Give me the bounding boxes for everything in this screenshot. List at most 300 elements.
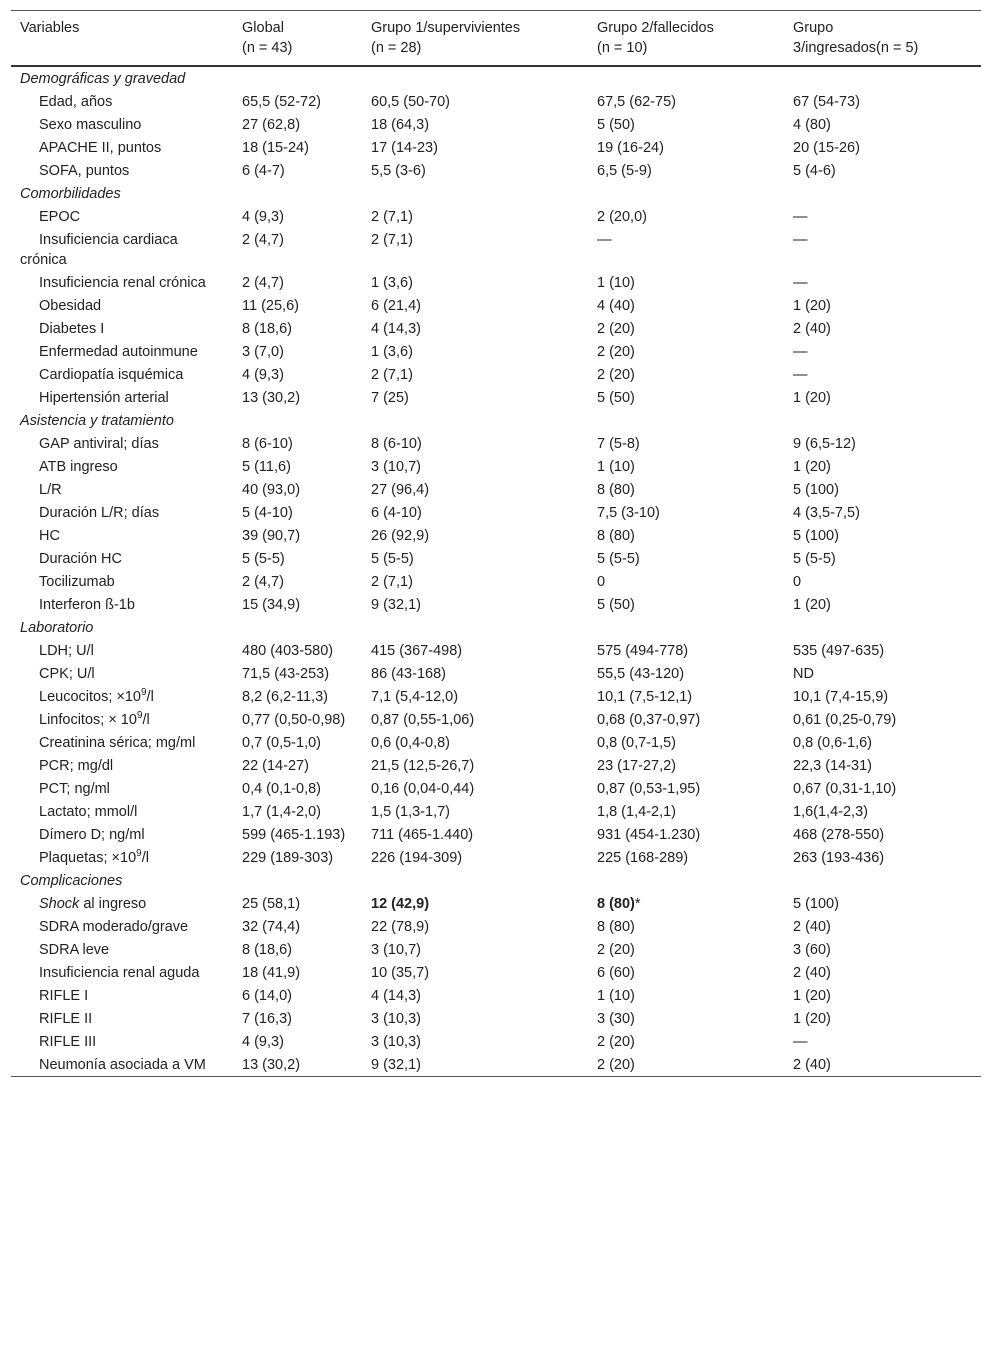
table-cell [784, 1053, 981, 1077]
row-label-text: Tocilizumab [39, 573, 115, 590]
cell-value: — [597, 231, 612, 248]
cell-value: 225 (168-289) [597, 849, 689, 866]
cell-value: 22,3 (14-31) [793, 757, 872, 774]
table-cell [233, 136, 362, 159]
cell-value: 26 (92,9) [371, 527, 430, 544]
table-cell [233, 455, 362, 478]
table-row [11, 1030, 981, 1053]
table-cell [233, 892, 362, 915]
table-cell [362, 731, 588, 754]
cell-value: 5 (4-10) [242, 504, 293, 521]
row-label [11, 294, 233, 317]
cell-value: 4 (9,3) [242, 1033, 284, 1050]
table-cell [362, 159, 588, 182]
table-cell [362, 915, 588, 938]
row-label-text: Insuficiencia renal aguda [39, 964, 200, 981]
cell-value: 8 (18,6) [242, 941, 292, 958]
table-cell [362, 639, 588, 662]
cell-value: 2 (7,1) [371, 366, 413, 383]
row-label-unit: /l [146, 688, 154, 705]
row-label [11, 731, 233, 754]
cell-value: 13 (30,2) [242, 1056, 301, 1073]
table-cell [588, 363, 784, 386]
table-cell [588, 271, 784, 294]
table-cell [362, 455, 588, 478]
cell-value: 0,68 (0,37-0,97) [597, 711, 701, 728]
row-label [11, 662, 233, 685]
table-cell [362, 386, 588, 409]
table-cell [784, 754, 981, 777]
cell-value: 18 (64,3) [371, 116, 430, 133]
table-cell [588, 386, 784, 409]
section-title: Laboratorio [20, 619, 94, 636]
table-cell [784, 570, 981, 593]
table-cell [784, 1007, 981, 1030]
cell-value: 27 (96,4) [371, 481, 430, 498]
table-row [11, 777, 981, 800]
table-cell [362, 708, 588, 731]
table-cell [233, 639, 362, 662]
row-label-text: Obesidad [39, 297, 102, 314]
table-cell [784, 823, 981, 846]
row-label [11, 961, 233, 984]
table-cell [784, 915, 981, 938]
row-label [11, 205, 233, 228]
row-label-unit: /l [141, 849, 149, 866]
row-label-text: HC [39, 527, 60, 544]
table-cell [233, 915, 362, 938]
table-row [11, 501, 981, 524]
cell-value: 6,5 (5-9) [597, 162, 652, 179]
row-label [11, 159, 233, 182]
table-cell [588, 340, 784, 363]
table-cell [362, 271, 588, 294]
table-cell [784, 938, 981, 961]
row-label-text: Sexo masculino [39, 116, 142, 133]
table-cell [233, 501, 362, 524]
table-row [11, 708, 981, 731]
table-cell [233, 363, 362, 386]
cell-value: 415 (367-498) [371, 642, 463, 659]
row-label-text: GAP antiviral; días [39, 435, 159, 452]
table-cell [362, 228, 588, 271]
table-cell [233, 708, 362, 731]
cell-value: 2 (40) [793, 964, 831, 981]
table-cell [233, 685, 362, 708]
table-cell [233, 271, 362, 294]
section-row [11, 869, 981, 892]
table-row [11, 984, 981, 1007]
cell-value: 6 (4-7) [242, 162, 285, 179]
table-cell [784, 800, 981, 823]
data-table [11, 10, 981, 1077]
cell-value: 2 (20) [597, 1056, 635, 1073]
table-cell [588, 524, 784, 547]
table-row [11, 685, 981, 708]
table-cell [362, 570, 588, 593]
cell-value: 1,7 (1,4-2,0) [242, 803, 321, 820]
table-cell [588, 570, 784, 593]
cell-value: 2 (7,1) [371, 231, 413, 248]
table-cell [588, 961, 784, 984]
section-title: Asistencia y tratamiento [20, 412, 174, 429]
row-label-text: Duración L/R; días [39, 504, 160, 521]
table-row [11, 478, 981, 501]
cell-value: 2 (20) [597, 343, 635, 360]
cell-value: 5 (11,6) [242, 458, 291, 475]
table-row [11, 731, 981, 754]
cell-value: 0,16 (0,04-0,44) [371, 780, 475, 797]
cell-value: 1 (10) [597, 458, 635, 475]
table-row [11, 892, 981, 915]
row-label [11, 938, 233, 961]
cell-value: 5 (100) [793, 895, 839, 912]
cell-value: 5 (100) [793, 527, 839, 544]
table-cell [784, 271, 981, 294]
cell-value: 0,87 (0,53-1,95) [597, 780, 701, 797]
table-cell [588, 547, 784, 570]
table-cell [362, 205, 588, 228]
cell-value: 8 (80) [597, 918, 635, 935]
cell-value: 3 (7,0) [242, 343, 284, 360]
cell-value: 67 (54-73) [793, 93, 860, 110]
cell-value: 3 (10,3) [371, 1010, 421, 1027]
cell-value: 2 (20,0) [597, 208, 647, 225]
cell-value: 229 (189-303) [242, 849, 334, 866]
table-row [11, 961, 981, 984]
table-cell [588, 892, 784, 915]
row-label-text: Insuficiencia renal crónica [39, 274, 206, 291]
row-label [11, 639, 233, 662]
table-row [11, 228, 981, 271]
row-label-text: CPK; U/l [39, 665, 95, 682]
row-label-exponent: 9 [136, 709, 143, 721]
cell-value: 0 [793, 573, 802, 590]
table-cell [784, 639, 981, 662]
table-cell [362, 1007, 588, 1030]
cell-value: 60,5 (50-70) [371, 93, 450, 110]
table-cell [588, 915, 784, 938]
row-label-text: SOFA, puntos [39, 162, 130, 179]
row-label-text: PCR; mg/dl [39, 757, 114, 774]
row-label-text: RIFLE III [39, 1033, 97, 1050]
table-cell [362, 800, 588, 823]
row-label [11, 340, 233, 363]
cell-value: 263 (193-436) [793, 849, 885, 866]
row-label-text: SDRA leve [39, 941, 110, 958]
table-cell [588, 294, 784, 317]
row-label-text: Neumonía asociada a VM [39, 1056, 206, 1073]
row-label-exponent: 9 [140, 686, 147, 698]
row-label [11, 1053, 233, 1077]
significance-mark: * [634, 895, 641, 912]
table-cell [784, 593, 981, 616]
cell-value: 1 (20) [793, 458, 831, 475]
row-label-text: LDH; U/l [39, 642, 94, 659]
row-label-text: Edad, años [39, 93, 113, 110]
table-cell [233, 1030, 362, 1053]
cell-value: 40 (93,0) [242, 481, 301, 498]
cell-value: 7 (5-8) [597, 435, 640, 452]
cell-value: 23 (17-27,2) [597, 757, 676, 774]
table-cell [233, 846, 362, 869]
table-cell [362, 90, 588, 113]
cell-value: 4 (9,3) [242, 366, 284, 383]
cell-value: 21,5 (12,5-26,7) [371, 757, 475, 774]
table-cell [784, 90, 981, 113]
row-label-text: PCT; ng/ml [39, 780, 110, 797]
table-cell [784, 731, 981, 754]
table-cell [233, 113, 362, 136]
cell-value: 2 (20) [597, 941, 635, 958]
table-cell [233, 777, 362, 800]
row-label [11, 593, 233, 616]
cell-value: 71,5 (43-253) [242, 665, 330, 682]
table-cell [362, 685, 588, 708]
cell-value: 20 (15-26) [793, 139, 860, 156]
table-cell [233, 478, 362, 501]
table-cell [784, 317, 981, 340]
table-cell [784, 777, 981, 800]
header-grupo-2: Grupo 2/fallecidos (n = 10) [597, 20, 714, 56]
table-cell [784, 685, 981, 708]
cell-value: — [793, 208, 808, 225]
cell-value: 5 (5-5) [597, 550, 640, 567]
cell-value: 4 (14,3) [371, 320, 421, 337]
table-cell [784, 1030, 981, 1053]
table-cell [588, 639, 784, 662]
cell-value: 1,8 (1,4-2,1) [597, 803, 676, 820]
cell-value: 1 (20) [793, 596, 831, 613]
cell-value: 39 (90,7) [242, 527, 301, 544]
row-label [11, 113, 233, 136]
cell-value: 0 [597, 573, 606, 590]
table-cell [233, 731, 362, 754]
table-row [11, 800, 981, 823]
table-row [11, 340, 981, 363]
cell-value: 5 (50) [597, 389, 635, 406]
cell-value: 1 (10) [597, 987, 635, 1004]
cell-value: 32 (74,4) [242, 918, 301, 935]
table-cell [362, 432, 588, 455]
table-cell [362, 294, 588, 317]
row-label [11, 547, 233, 570]
table-cell [233, 386, 362, 409]
cell-value: 7 (25) [371, 389, 409, 406]
table-row [11, 524, 981, 547]
table-cell [784, 892, 981, 915]
section-title: Comorbilidades [20, 185, 121, 202]
table-row [11, 271, 981, 294]
table-cell [233, 984, 362, 1007]
cell-value: 4 (3,5-7,5) [793, 504, 860, 521]
table-row [11, 593, 981, 616]
row-label [11, 777, 233, 800]
cell-value: 6 (14,0) [242, 987, 292, 1004]
row-label [11, 228, 233, 271]
table-cell [233, 800, 362, 823]
table-cell [233, 228, 362, 271]
row-label-exponent: 9 [136, 847, 142, 859]
table-cell [588, 1007, 784, 1030]
header-global: Global (n = 43) [242, 20, 293, 56]
row-label-text: Linfocitos; × 10 [39, 711, 137, 728]
cell-value: 711 (465-1.440) [371, 826, 474, 843]
table-cell [588, 731, 784, 754]
cell-value: 6 (60) [597, 964, 635, 981]
row-label [11, 432, 233, 455]
table-cell [362, 846, 588, 869]
cell-value: 226 (194-309) [371, 849, 463, 866]
cell-value: 10,1 (7,4-15,9) [793, 688, 889, 705]
cell-value: 22 (78,9) [371, 918, 430, 935]
row-label-text: Diabetes I [39, 320, 105, 337]
row-label [11, 1030, 233, 1053]
row-label-text: L/R [39, 481, 62, 498]
row-label-text: Hipertensión arterial [39, 389, 169, 406]
cell-value: 5 (5-5) [371, 550, 414, 567]
row-label [11, 823, 233, 846]
table-cell [784, 524, 981, 547]
row-label [11, 524, 233, 547]
cell-value: 1 (3,6) [371, 274, 413, 291]
table-cell [233, 938, 362, 961]
table-row [11, 938, 981, 961]
row-label [11, 570, 233, 593]
table-cell [784, 662, 981, 685]
cell-value: 3 (60) [793, 941, 831, 958]
row-label [11, 685, 233, 708]
table-cell [784, 386, 981, 409]
table-cell [233, 1053, 362, 1077]
table-row [11, 639, 981, 662]
row-label-text: APACHE II, puntos [39, 139, 162, 156]
cell-value: 3 (30) [597, 1010, 635, 1027]
row-label-text: Plaquetas; ×10 [39, 849, 137, 866]
row-label [11, 754, 233, 777]
cell-value: 1,6(1,4-2,3) [793, 803, 868, 820]
row-label [11, 136, 233, 159]
row-label [11, 317, 233, 340]
cell-value: 22 (14-27) [242, 757, 309, 774]
cell-value: 5,5 (3-6) [371, 162, 426, 179]
table-cell [362, 478, 588, 501]
row-label-text: SDRA moderado/grave [39, 918, 189, 935]
cell-value: 8 (6-10) [371, 435, 422, 452]
table-cell [362, 823, 588, 846]
table-cell [588, 228, 784, 271]
row-label-italic: Shock [39, 895, 80, 912]
table-row [11, 159, 981, 182]
table-cell [784, 340, 981, 363]
table-cell [233, 823, 362, 846]
table-row [11, 386, 981, 409]
cell-value: 5 (50) [597, 116, 635, 133]
cell-value: 7 (16,3) [242, 1010, 292, 1027]
cell-value: 8 (80) [597, 527, 635, 544]
cell-value: 5 (100) [793, 481, 839, 498]
table-cell [233, 754, 362, 777]
row-label-text: Dímero D; ng/ml [39, 826, 145, 843]
table-cell [233, 90, 362, 113]
cell-value: 3 (10,7) [371, 458, 421, 475]
cell-value: 480 (403-580) [242, 642, 334, 659]
cell-value: 1 (3,6) [371, 343, 413, 360]
table-cell [362, 547, 588, 570]
cell-value: 4 (9,3) [242, 208, 284, 225]
table-cell [784, 159, 981, 182]
table-cell [362, 984, 588, 1007]
table-cell [588, 501, 784, 524]
table-cell [784, 363, 981, 386]
row-label-unit: /l [142, 711, 150, 728]
cell-value: 9 (32,1) [371, 1056, 421, 1073]
table-cell [233, 593, 362, 616]
cell-value: 5 (5-5) [793, 550, 836, 567]
table-header [11, 11, 981, 67]
table-cell [233, 570, 362, 593]
table-cell [233, 205, 362, 228]
table-cell [362, 777, 588, 800]
cell-value: 13 (30,2) [242, 389, 301, 406]
header-variables: Variables [20, 20, 80, 36]
table-row [11, 547, 981, 570]
table-cell [588, 708, 784, 731]
cell-value: 55,5 (43-120) [597, 665, 685, 682]
table-cell [588, 136, 784, 159]
row-label [11, 708, 233, 731]
table-cell [588, 205, 784, 228]
cell-value: 67,5 (62-75) [597, 93, 676, 110]
cell-value: 1 (20) [793, 1010, 831, 1027]
cell-value: 6 (4-10) [371, 504, 422, 521]
cell-value: 19 (16-24) [597, 139, 664, 156]
row-label-text: Creatinina sérica; mg/ml [39, 734, 196, 751]
table-cell [362, 363, 588, 386]
cell-value: 2 (40) [793, 918, 831, 935]
row-label-text: EPOC [39, 208, 81, 225]
cell-value: 2 (4,7) [242, 274, 284, 291]
table-row [11, 113, 981, 136]
table-row [11, 1007, 981, 1030]
table-cell [784, 984, 981, 1007]
section-row [11, 182, 981, 205]
cell-value: 0,7 (0,5-1,0) [242, 734, 321, 751]
row-label [11, 386, 233, 409]
cell-value: 8 (6-10) [242, 435, 293, 452]
table-cell [588, 159, 784, 182]
cell-value: 4 (40) [597, 297, 635, 314]
cell-value: 0,61 (0,25-0,79) [793, 711, 897, 728]
table-cell [588, 685, 784, 708]
table-cell [588, 455, 784, 478]
row-label-text: RIFLE I [39, 987, 89, 1004]
cell-value: 2 (40) [793, 1056, 831, 1073]
table-cell [784, 846, 981, 869]
table-cell [588, 662, 784, 685]
table-cell [233, 1007, 362, 1030]
cell-value: 535 (497-635) [793, 642, 885, 659]
row-label-text: al ingreso [79, 895, 147, 912]
table-body [11, 66, 981, 1077]
cell-value: 12 (42,9) [371, 895, 430, 912]
row-label [11, 455, 233, 478]
cell-value: 10 (35,7) [371, 964, 430, 981]
table-cell [362, 593, 588, 616]
row-label [11, 984, 233, 1007]
table-cell [784, 294, 981, 317]
table-cell [588, 593, 784, 616]
